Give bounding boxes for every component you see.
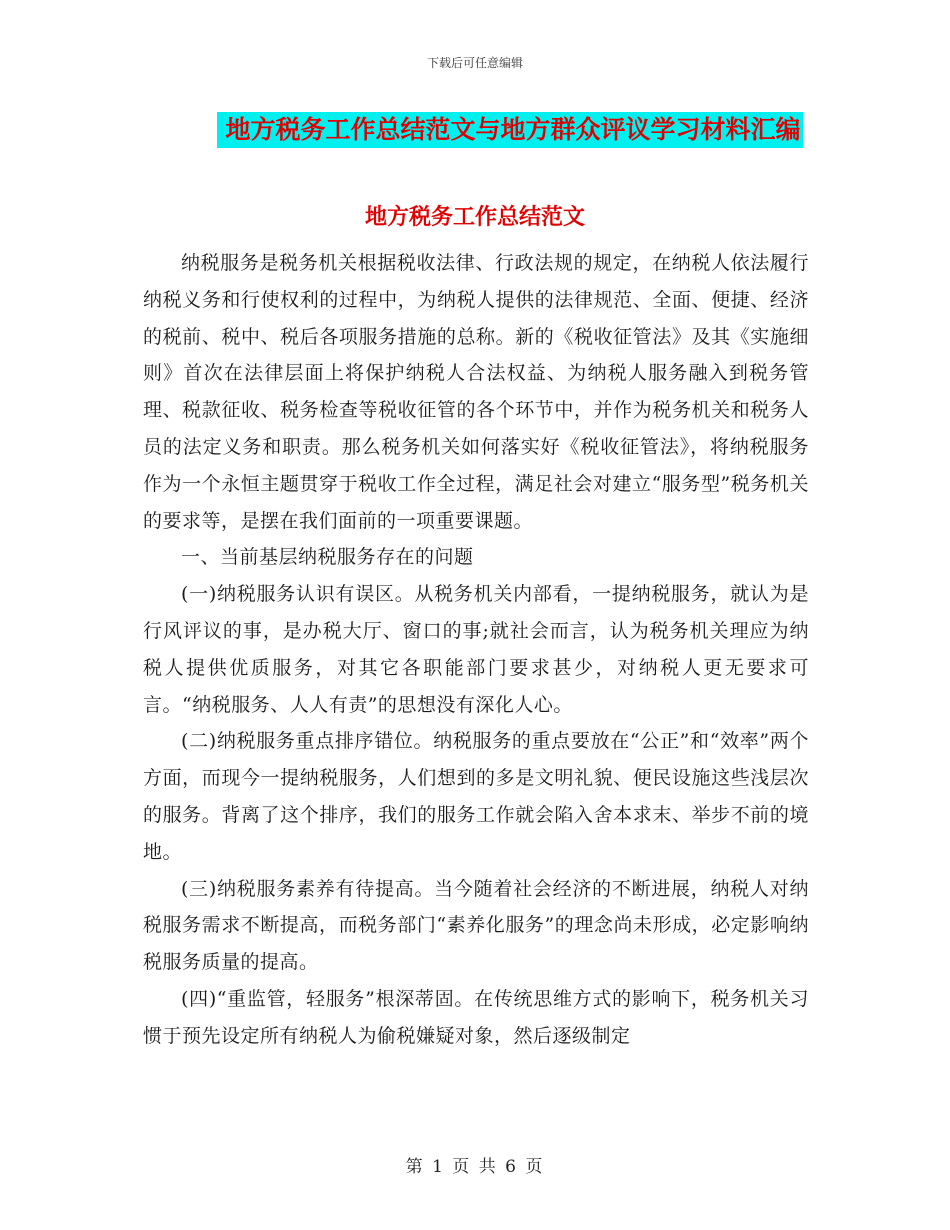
document-title: 地方税务工作总结范文与地方群众评议学习材料汇编 xyxy=(217,112,802,148)
paragraph: 一、当前基层纳税服务存在的问题 xyxy=(181,546,474,569)
paragraph: (一)纳税服务认识有误区。从税务机关内部看，一提纳税服务，就认为是行风评议的事，是办税大厅、窗口的事;就社会而言，认为税务机关理应为纳税人提供优质服务，对其它各职能部门要求甚少，对纳税人更无要求可言。“纳税服务、人人有责”的思想没有深化人心。 xyxy=(143,583,809,716)
paragraph: 纳税服务是税务机关根据税收法律、行政法规的规定，在纳税人依法履行纳税义务和行使权利的过程中，为纳税人提供的法律规范、全面、便捷、经济的税前、税中、税后各项服务措施的总称。新的《税收征管法》及其《实施细则》首次在法律层面上将保护纳税人合法权益、为纳税人服务融入到税务管理、税款征收、税务检查等税收征管的各个环节中，并作为税务机关和税务人员的法定义务和职责。那么税务机关如何落实好《税收征管法》，将纳税服务作为一个永恒主题贯穿于税收工作全过程，满足社会对建立“服务型”税务机关的要求等，是摆在我们面前的一项重要课题。 xyxy=(143,252,809,532)
paragraph: (四)“重监管，轻服务”根深蒂固。在传统思维方式的影响下，税务机关习惯于预先设定所有纳税人为偷税嫌疑对象，然后逐级制定 xyxy=(143,987,809,1047)
body-text xyxy=(143,245,809,1055)
paragraph: (二)纳税服务重点排序错位。纳税服务的重点要放在“公正”和“效率”两个方面，而现今一提纳税服务，人们想到的多是文明礼貌、便民设施这些浅层次的服务。背离了这个排序，我们的服务工作就会陷入舍本求末、举步不前的境地。 xyxy=(143,730,809,863)
paragraph: (三)纳税服务素养有待提高。当今随着社会经济的不断进展，纳税人对纳税服务需求不断提高，而税务部门“素养化服务”的理念尚未形成，必定影响纳税服务质量的提高。 xyxy=(143,877,809,974)
page-footer: 第 1 页 共 6 页 xyxy=(405,1157,545,1177)
section-title: 地方税务工作总结范文 xyxy=(364,204,585,230)
header-note: 下载后可任意编辑 xyxy=(426,56,523,70)
document-title-wrap xyxy=(0,112,950,148)
